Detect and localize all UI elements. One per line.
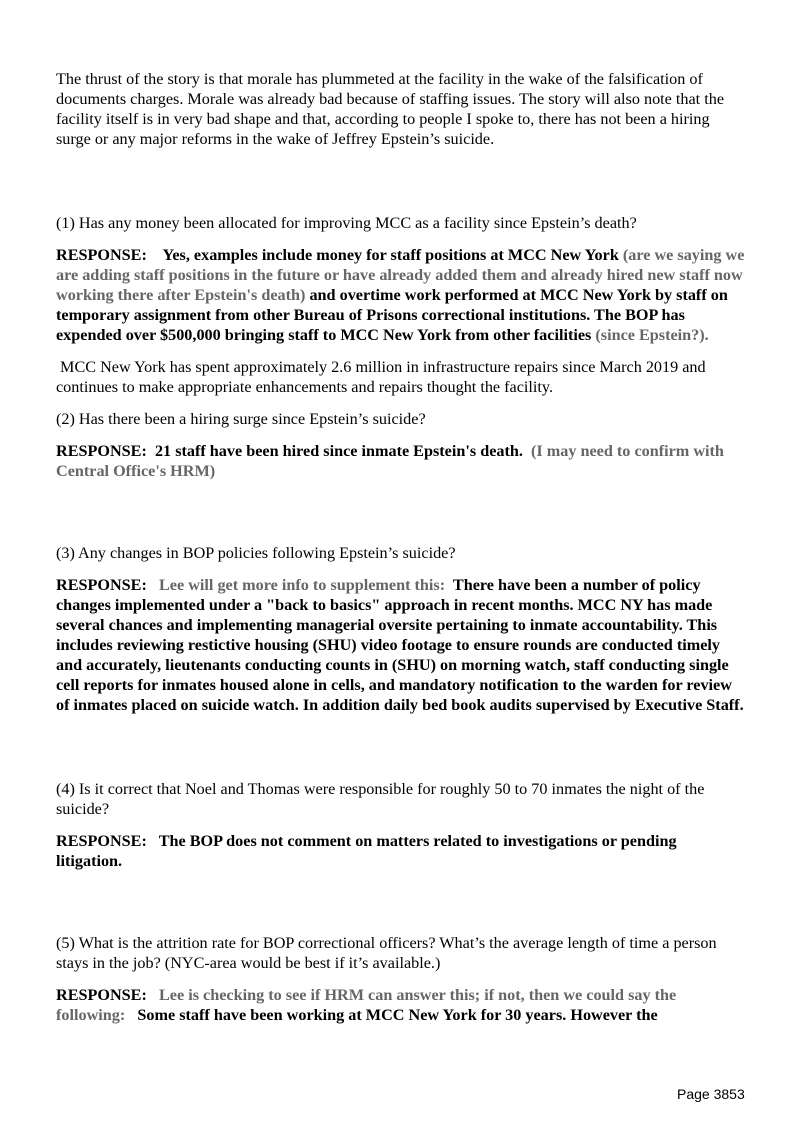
response-5-text: Some staff have been working at MCC New York for 30 years. However the	[137, 1006, 658, 1024]
response-label: RESPONSE:	[56, 986, 147, 1004]
response-2	[56, 441, 746, 481]
response-2-text: 21 staff have been hired since inmate Epstein's death.	[154, 442, 523, 460]
response-label: RESPONSE:	[56, 576, 147, 594]
question-1: (1) Has any money been allocated for improving MCC as a facility since Epstein’s death?	[56, 214, 637, 232]
response-1-note-1: (are we saying we are adding staff positions in the future or have already added them and already hired new staff now working there after Epstein's death)	[56, 246, 745, 304]
response-5	[56, 985, 746, 1025]
response-1	[56, 245, 746, 345]
response-3	[56, 575, 746, 715]
response-2-note: (I may need to confirm with Central Office's HRM)	[56, 442, 724, 480]
response-label: RESPONSE:	[56, 832, 147, 850]
page-number: Page 3853	[677, 1086, 745, 1102]
document-body	[56, 69, 746, 1025]
response-4-text: The BOP does not comment on matters related to investigations or pending litigation.	[56, 832, 677, 870]
response-label: RESPONSE:	[56, 246, 147, 264]
page-bottom-mask	[0, 1086, 794, 1123]
response-3-note: Lee will get more info to supplement this:	[159, 576, 446, 594]
response-label: RESPONSE:	[56, 442, 147, 460]
response-1-extra: MCC New York has spent approximately 2.6 million in infrastructure repairs since March 2019 and continues to make appropriate enhancements and repairs thought the facility.	[56, 358, 706, 396]
question-4: (4) Is it correct that Noel and Thomas were responsible for roughly 50 to 70 inmates the night of the suicide?	[56, 780, 705, 818]
response-1-text-a: Yes, examples include money for staff positions at MCC New York	[162, 246, 619, 264]
response-5-note: Lee is checking to see if HRM can answer this; if not, then we could say the following:	[56, 986, 677, 1024]
response-1-note-2: (since Epstein?).	[595, 326, 709, 344]
response-1-text-b: and overtime work performed at MCC New York by staff on temporary assignment from other Bureau of Prisons correctional institutions. The BOP has expended over $500,000 bringing staff to MCC New York from other facilities	[56, 286, 728, 344]
question-5: (5) What is the attrition rate for BOP correctional officers? What’s the average length of time a person stays in the job? (NYC-area would be best if it’s available.)	[56, 934, 717, 972]
response-3-text: There have been a number of policy changes implemented under a "back to basics" approach in recent months. MCC NY has made several chances and implementing managerial oversite pertaining to inmate accountability. This includes reviewing restictive housing (SHU) video footage to ensure rounds are conducted timely and accurately, lieutenants conducting counts in (SHU) on morning watch, staff conducting single cell reports for inmates housed alone in cells, and mandatory notification to the warden for review of inmates placed on suicide watch. In addition daily bed book audits supervised by Executive Staff.	[56, 576, 744, 714]
response-4	[56, 831, 746, 871]
question-2: (2) Has there been a hiring surge since Epstein’s suicide?	[56, 410, 426, 428]
intro-paragraph: The thrust of the story is that morale has plummeted at the facility in the wake of the falsification of documents charges. Morale was already bad because of staffing issues. The story will also note that the facility itself is in very bad shape and that, according to people I spoke to, there has not been a hiring surge or any major reforms in the wake of Jeffrey Epstein’s suicide.	[56, 70, 725, 148]
question-3: (3) Any changes in BOP policies following Epstein’s suicide?	[56, 544, 456, 562]
